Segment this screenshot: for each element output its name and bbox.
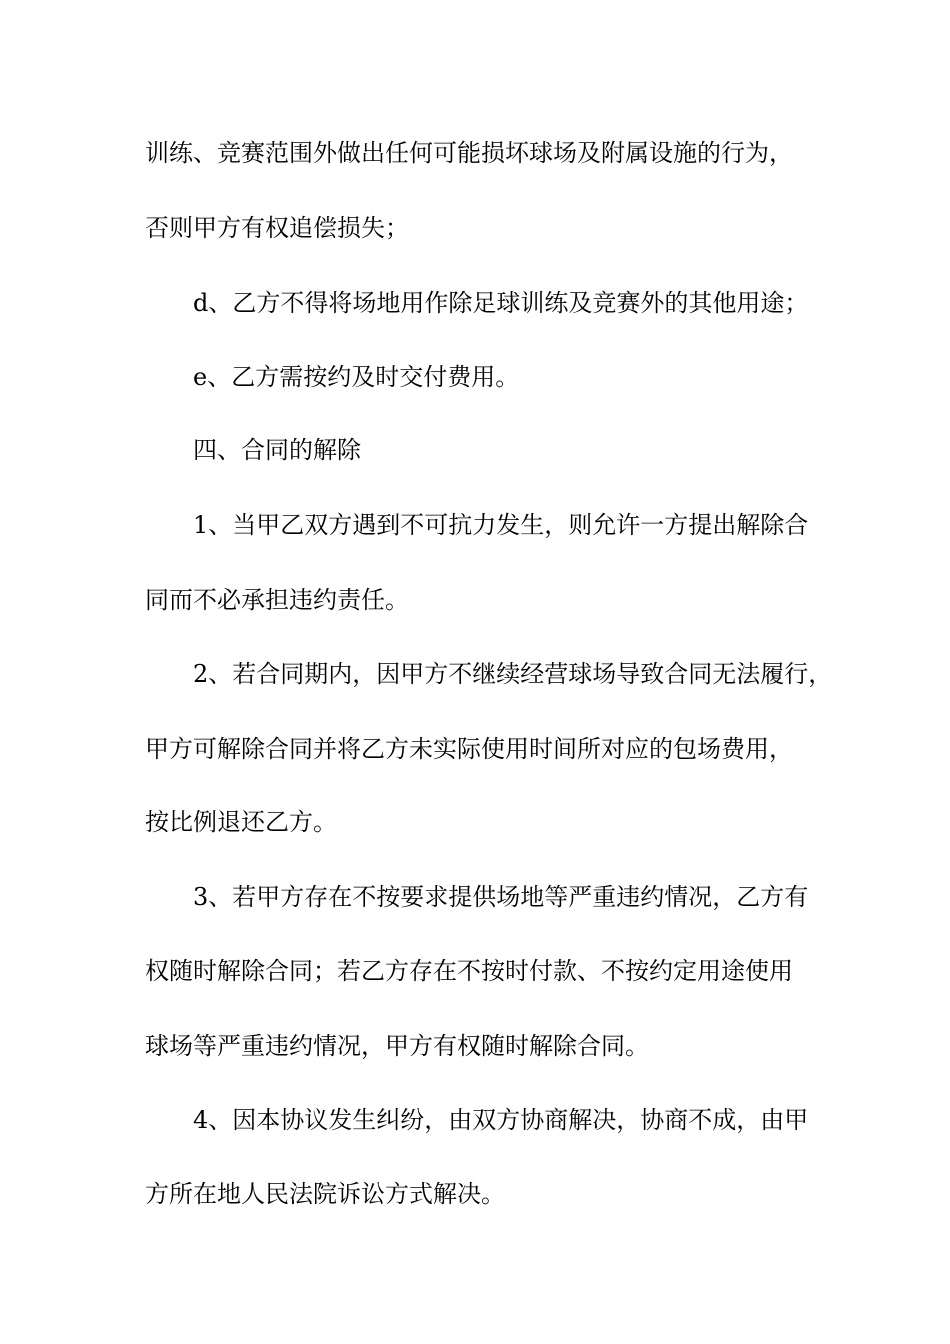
- text-line: [0, 283, 950, 323]
- line-text: 3、若甲方存在不按要求提供场地等严重违约情况，乙方有: [193, 883, 809, 911]
- text-line: [0, 133, 950, 173]
- line-text: 同而不必承担违约责任。: [145, 586, 409, 614]
- text-line: [0, 1100, 950, 1140]
- line-text: 权随时解除合同；若乙方存在不按时付款、不按约定用途使用: [145, 957, 793, 985]
- section-heading: [0, 430, 950, 470]
- line-text: 4、因本协议发生纠纷，由双方协商解决，协商不成，由甲: [193, 1106, 809, 1134]
- line-text: 四、合同的解除: [193, 436, 361, 464]
- line-text: 甲方可解除合同并将乙方未实际使用时间所对应的包场费用，: [145, 735, 793, 763]
- line-text: 方所在地人民法院诉讼方式解决。: [145, 1180, 505, 1208]
- text-line: [0, 951, 950, 991]
- text-line: [0, 208, 950, 248]
- line-text: 否则甲方有权追偿损失；: [145, 214, 409, 242]
- text-line: [0, 580, 950, 620]
- text-line: [0, 505, 950, 545]
- line-text: d、乙方不得将场地用作除足球训练及竞赛外的其他用途；: [193, 289, 809, 317]
- line-text: 按比例退还乙方。: [145, 808, 337, 836]
- line-text: 球场等严重违约情况，甲方有权随时解除合同。: [145, 1032, 649, 1060]
- text-line: [0, 654, 950, 694]
- text-line: [0, 802, 950, 842]
- line-text: 2、若合同期内，因甲方不继续经营球场导致合同无法履行，: [193, 660, 833, 688]
- line-text: 训练、竞赛范围外做出任何可能损坏球场及附属设施的行为，: [145, 139, 793, 167]
- text-line: [0, 1026, 950, 1066]
- text-line: [0, 877, 950, 917]
- text-line: [0, 1174, 950, 1214]
- text-line: [0, 729, 950, 769]
- line-text: 1、当甲乙双方遇到不可抗力发生，则允许一方提出解除合: [193, 511, 809, 539]
- line-text: e、乙方需按约及时交付费用。: [193, 363, 520, 391]
- text-line: [0, 357, 950, 397]
